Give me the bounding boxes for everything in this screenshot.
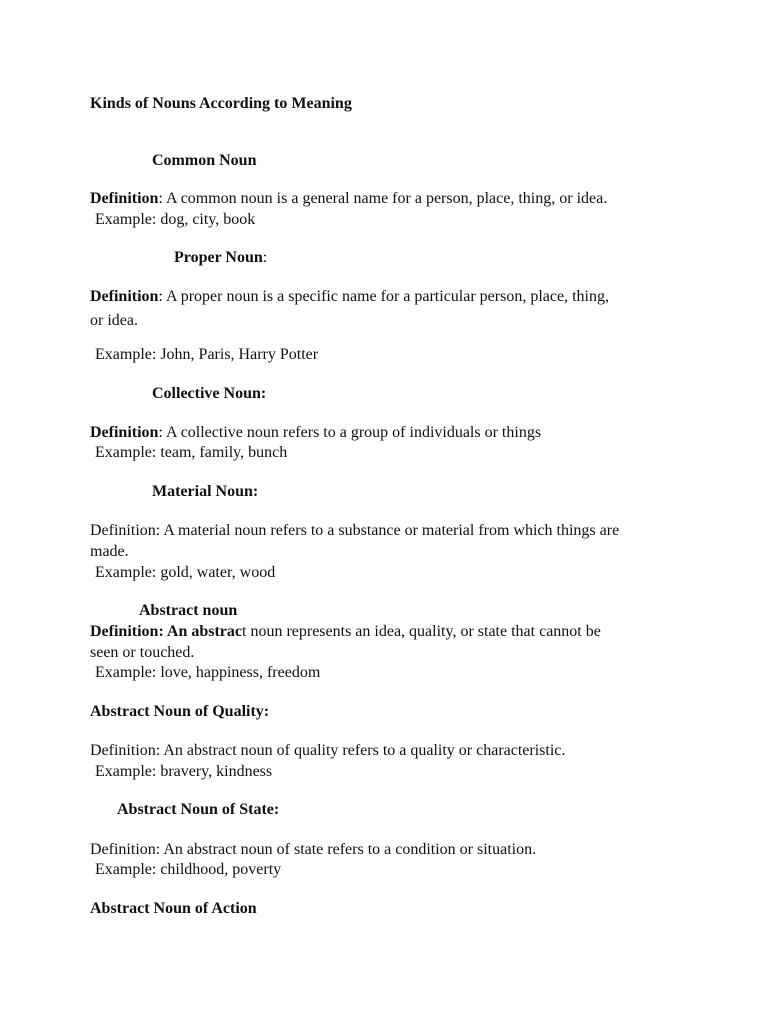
definition-proper-noun bbox=[90, 287, 609, 307]
definition-abstract-noun-state: Definition: An abstract noun of state refers to a condition or situation. bbox=[90, 841, 537, 858]
heading-text: Proper Noun bbox=[174, 249, 263, 266]
example-abstract-noun: Example: love, happiness, freedom bbox=[95, 664, 321, 681]
definition-material-noun-cont: made. bbox=[90, 543, 129, 560]
heading-abstract-noun: Abstract noun bbox=[139, 602, 238, 619]
heading-collective-noun: Collective Noun: bbox=[152, 385, 267, 402]
definition-proper-noun-cont: or idea. bbox=[90, 312, 138, 329]
heading-suffix: : bbox=[262, 249, 268, 266]
definition-text: : A collective noun refers to a group of individuals or things bbox=[158, 424, 542, 441]
definition-label: Definition bbox=[90, 424, 159, 441]
definition-common-noun bbox=[90, 189, 607, 209]
example-common-noun: Example: dog, city, book bbox=[95, 211, 256, 228]
document-title: Kinds of Nouns According to Meaning bbox=[90, 95, 352, 112]
example-abstract-noun-state: Example: childhood, poverty bbox=[95, 861, 282, 878]
definition-label: Definition bbox=[90, 288, 159, 305]
heading-abstract-noun-quality: Abstract Noun of Quality: bbox=[90, 703, 270, 720]
definition-material-noun: Definition: A material noun refers to a substance or material from which things are bbox=[90, 522, 620, 539]
definition-abstract-noun-cont: seen or touched. bbox=[90, 644, 195, 661]
definition-text: t noun represents an idea, quality, or state that cannot be bbox=[242, 623, 601, 640]
heading-abstract-noun-state: Abstract Noun of State: bbox=[117, 801, 280, 818]
definition-abstract-noun bbox=[90, 622, 601, 642]
example-collective-noun: Example: team, family, bunch bbox=[95, 444, 288, 461]
heading-material-noun: Material Noun: bbox=[152, 483, 259, 500]
definition-label: Definition bbox=[90, 190, 159, 207]
example-abstract-noun-quality: Example: bravery, kindness bbox=[95, 763, 273, 780]
heading-proper-noun bbox=[174, 248, 267, 268]
definition-label: Definition: An abstrac bbox=[90, 623, 242, 640]
definition-abstract-noun-quality: Definition: An abstract noun of quality refers to a quality or characteristic. bbox=[90, 742, 566, 759]
definition-collective-noun bbox=[90, 423, 541, 443]
example-material-noun: Example: gold, water, wood bbox=[95, 564, 276, 581]
example-proper-noun: Example: John, Paris, Harry Potter bbox=[95, 346, 319, 363]
definition-text: : A proper noun is a specific name for a particular person, place, thing, bbox=[158, 288, 609, 305]
heading-common-noun: Common Noun bbox=[152, 152, 257, 169]
heading-abstract-noun-action: Abstract Noun of Action bbox=[90, 900, 257, 917]
definition-text: : A common noun is a general name for a person, place, thing, or idea. bbox=[158, 190, 608, 207]
